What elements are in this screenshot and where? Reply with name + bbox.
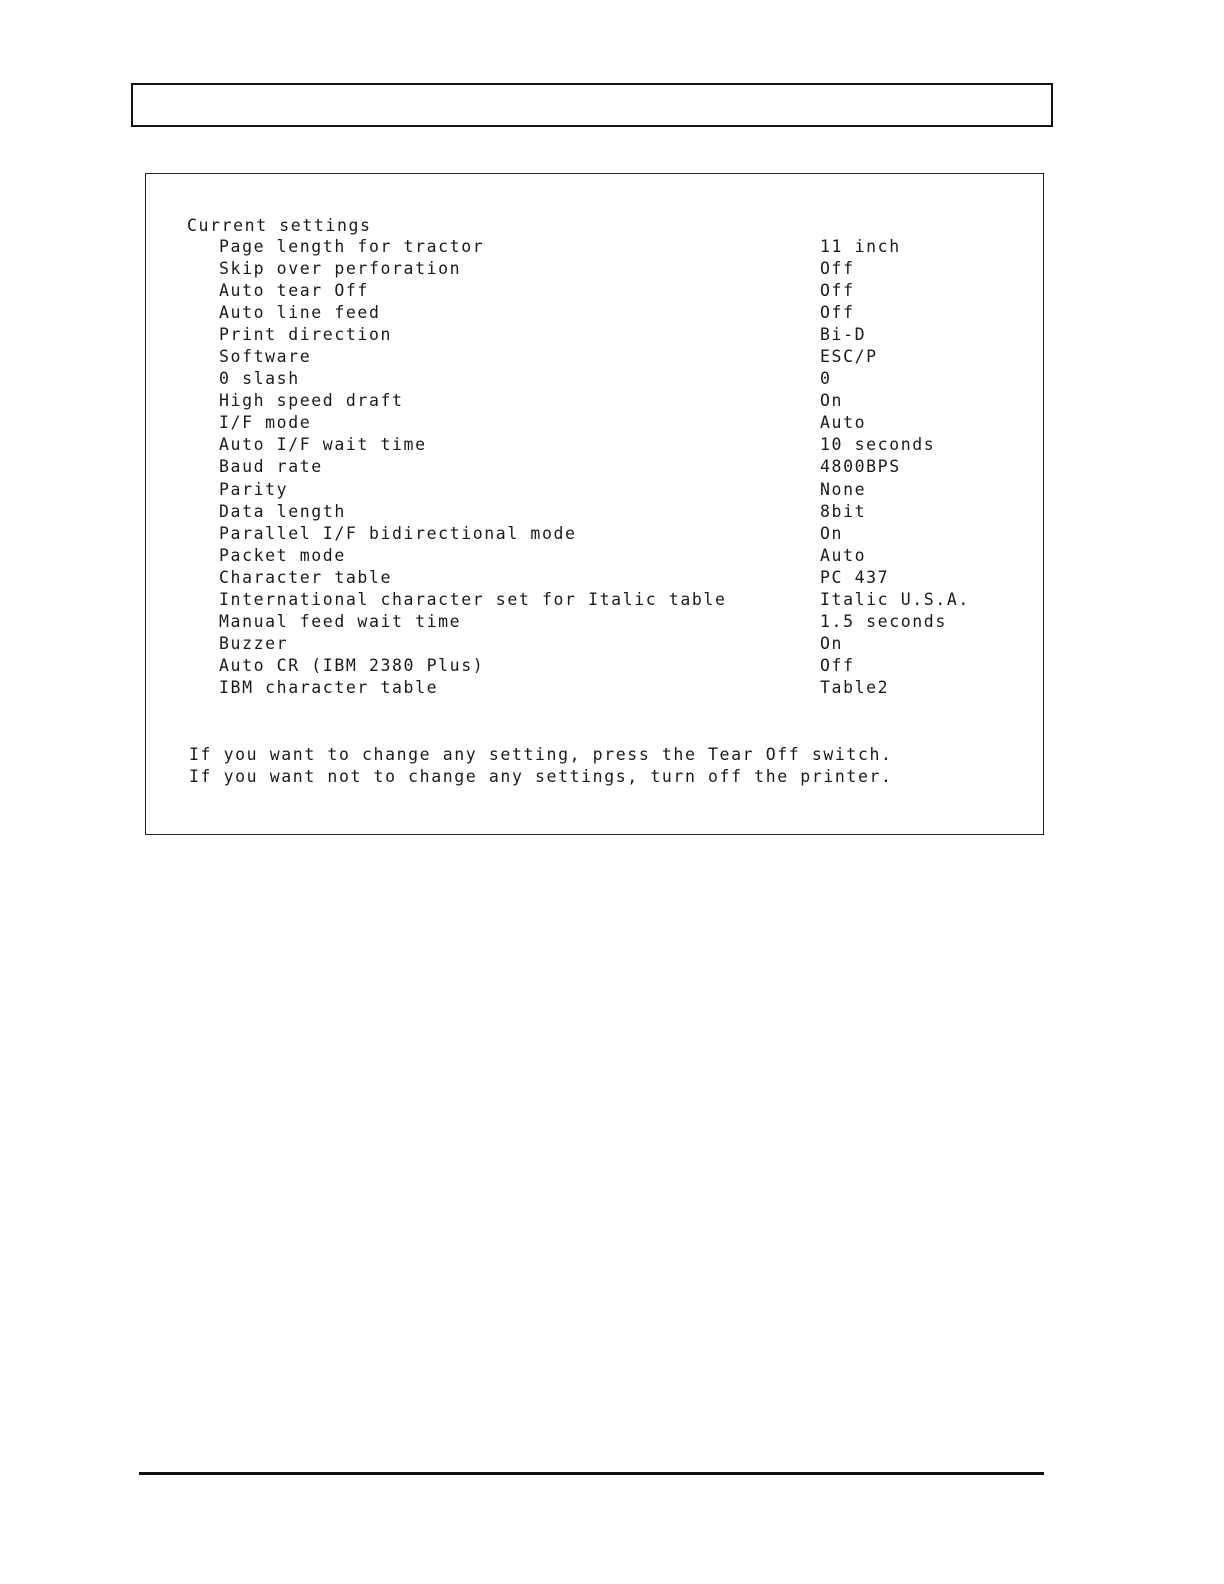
setting-row <box>219 546 1019 568</box>
setting-value: Bi-D <box>820 325 867 345</box>
setting-row <box>219 391 1019 413</box>
setting-value: Off <box>820 655 855 675</box>
setting-value: 10 seconds <box>820 435 936 455</box>
setting-value: 11 inch <box>820 237 901 256</box>
setting-label: IBM character table <box>219 677 439 697</box>
setting-label: Skip over perforation <box>219 259 462 279</box>
page-footer-rule <box>139 1472 1044 1475</box>
setting-value: 4800BPS <box>820 457 901 477</box>
setting-row <box>219 634 1019 656</box>
setting-value: 0 <box>820 369 832 389</box>
setting-row <box>219 656 1019 678</box>
setting-row <box>219 480 1019 502</box>
setting-label: Page length for tractor <box>219 237 485 256</box>
instruction-line: If you want not to change any settings, turn off the printer. <box>189 767 893 786</box>
setting-value: On <box>820 391 844 411</box>
setting-value: On <box>820 633 844 653</box>
setting-row <box>219 612 1019 634</box>
setting-label: Software <box>219 347 312 367</box>
setting-label: I/F mode <box>219 413 312 433</box>
setting-row <box>219 678 1019 700</box>
instruction-line: If you want to change any setting, press the Tear Off switch. <box>189 745 893 764</box>
setting-row <box>219 524 1019 546</box>
setting-row <box>219 237 1019 259</box>
setting-row <box>219 413 1019 435</box>
setting-label: 0 slash <box>219 369 300 389</box>
setting-row <box>219 435 1019 457</box>
setting-label: Buzzer <box>219 633 289 653</box>
header-box <box>131 83 1053 127</box>
setting-label: Parallel I/F bidirectional mode <box>219 523 577 543</box>
setting-row <box>219 347 1019 369</box>
setting-label: Packet mode <box>219 545 346 565</box>
setting-value: Table2 <box>820 677 890 697</box>
setting-value: 1.5 seconds <box>820 611 947 631</box>
setting-row <box>219 457 1019 479</box>
setting-label: Auto I/F wait time <box>219 435 427 455</box>
setting-label: Baud rate <box>219 457 323 477</box>
setting-label: Auto line feed <box>219 303 381 323</box>
setting-value: PC 437 <box>820 567 890 587</box>
setting-value: None <box>820 479 867 499</box>
setting-value: Auto <box>820 413 867 433</box>
setting-row <box>219 502 1019 524</box>
setting-value: Off <box>820 259 855 279</box>
setting-value: On <box>820 523 844 543</box>
setting-label: Manual feed wait time <box>219 611 462 631</box>
settings-list <box>219 237 1019 700</box>
setting-label: High speed draft <box>219 391 404 411</box>
printout-heading: Current settings <box>187 216 372 235</box>
setting-label: Print direction <box>219 325 393 345</box>
setting-value: Auto <box>820 545 867 565</box>
setting-row <box>219 303 1019 325</box>
setting-row <box>219 369 1019 391</box>
printout-instructions <box>189 744 893 788</box>
setting-value: Off <box>820 303 855 323</box>
setting-value: ESC/P <box>820 347 878 367</box>
setting-row <box>219 590 1019 612</box>
settings-printout <box>145 173 1044 835</box>
setting-label: Auto CR (IBM 2380 Plus) <box>219 655 485 675</box>
setting-value: Italic U.S.A. <box>820 589 970 609</box>
setting-value: 8bit <box>820 501 867 521</box>
setting-label: Parity <box>219 479 289 499</box>
setting-row <box>219 259 1019 281</box>
setting-value: Off <box>820 281 855 301</box>
setting-label: Character table <box>219 567 393 587</box>
setting-label: Auto tear Off <box>219 281 369 301</box>
setting-row <box>219 568 1019 590</box>
setting-label: Data length <box>219 501 346 521</box>
setting-row <box>219 281 1019 303</box>
setting-row <box>219 325 1019 347</box>
setting-label: International character set for Italic table <box>219 589 727 609</box>
